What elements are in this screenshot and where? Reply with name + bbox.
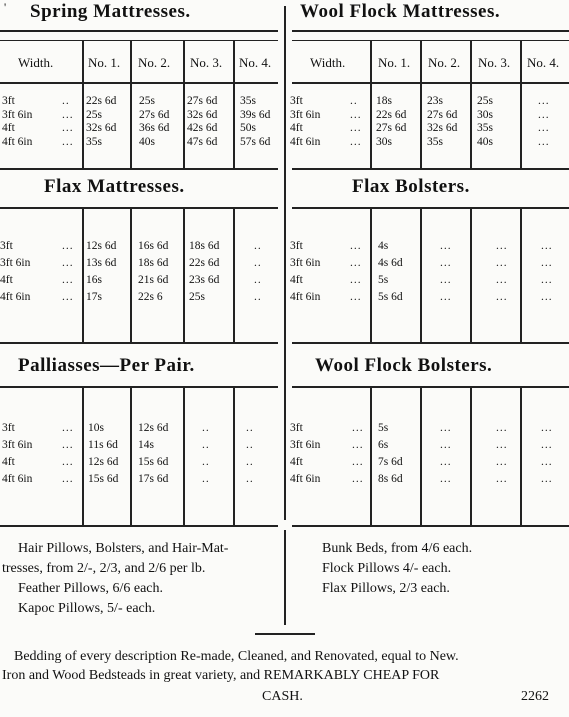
price-cell: ... (440, 439, 452, 451)
leader-dots: .. (62, 95, 70, 107)
column-rule (370, 386, 372, 525)
rule (0, 525, 278, 527)
price-cell: .. (202, 422, 210, 434)
price-cell: 5s (378, 422, 389, 434)
note-line: Flax Pillows, 2/3 each. (322, 581, 450, 596)
reference-number: 2262 (521, 689, 549, 704)
price-cell: 40s (139, 135, 155, 148)
price-cell: ... (496, 439, 508, 451)
price-cell: 18s 6d (189, 240, 220, 252)
price-cell: 35s (477, 122, 493, 134)
header-width: Width. (310, 55, 346, 70)
price-cell: ... (538, 95, 550, 107)
price-cell: 27s 6d (427, 108, 458, 121)
spring-mattresses-title: Spring Mattresses. (30, 1, 191, 22)
note-line: Kapoc Pillows, 5/- each. (18, 601, 156, 616)
row-width: 3ft (2, 95, 15, 107)
corner-mark: ' (4, 0, 7, 14)
price-cell: 27s 6d (376, 122, 407, 134)
price-cell: 23s (427, 95, 443, 107)
price-cell: ... (440, 456, 452, 468)
leader-dots: ... (352, 439, 364, 451)
price-cell: .. (246, 422, 254, 434)
column-rule (370, 40, 372, 168)
price-cell: .. (254, 274, 262, 286)
row-width: 4ft 6in (290, 291, 321, 303)
price-cell: 8s 6d (378, 473, 403, 485)
price-cell: ... (541, 240, 553, 252)
rule (0, 342, 278, 344)
rule (0, 30, 278, 32)
price-cell: 16s (86, 274, 102, 286)
price-cell: ... (541, 456, 553, 468)
rule (292, 525, 569, 527)
leader-dots: ... (62, 291, 74, 303)
price-cell: 22s 6d (376, 108, 407, 121)
palliasses-title: Palliasses—Per Pair. (18, 355, 195, 376)
note-line: Feather Pillows, 6/6 each. (18, 581, 164, 596)
price-cell: 35s (427, 135, 443, 148)
row-width: 4ft (290, 274, 303, 286)
rule (292, 82, 569, 84)
price-cell: ... (496, 257, 508, 269)
price-cell: 35s (86, 135, 102, 148)
footer-rule (255, 633, 315, 635)
price-cell: 27s 6d (139, 108, 170, 121)
price-cell: 6s (378, 439, 389, 451)
price-cell: 25s (86, 108, 102, 121)
leader-dots: ... (352, 473, 364, 485)
leader-dots: ... (350, 274, 362, 286)
row-width: 4ft (0, 274, 13, 286)
rule (292, 342, 569, 344)
price-cell: ... (440, 473, 452, 485)
rule (292, 207, 569, 209)
column-rule (520, 386, 522, 525)
price-cell: ... (440, 240, 452, 252)
note-line: Flock Pillows 4/- each. (322, 561, 452, 576)
header-width: Width. (18, 55, 54, 70)
price-cell: 5s 6d (378, 291, 403, 303)
price-cell: ... (541, 291, 553, 303)
row-width: 4ft 6in (2, 473, 33, 485)
price-cell: 5s (378, 274, 389, 286)
row-width: 3ft 6in (0, 257, 31, 269)
price-cell: 17s 6d (138, 473, 169, 485)
row-width: 3ft (290, 422, 303, 434)
header-no2: No. 2. (428, 55, 461, 70)
price-cell: ... (496, 291, 508, 303)
price-cell: 16s 6d (138, 240, 169, 252)
column-rule (470, 207, 472, 342)
column-rule (130, 386, 132, 525)
rule (292, 30, 569, 32)
price-cell: ... (538, 135, 550, 148)
leader-dots: ... (62, 274, 74, 286)
row-width: 4ft 6in (0, 291, 31, 303)
price-cell: 35s (240, 95, 256, 107)
rule (292, 40, 569, 41)
flax-mattresses-title: Flax Mattresses. (44, 176, 185, 197)
column-rule (183, 386, 185, 525)
header-no4: No. 4. (527, 55, 560, 70)
row-width: 4ft (2, 122, 15, 134)
price-cell: 18s (376, 95, 392, 107)
wool-flock-mattresses-title: Wool Flock Mattresses. (300, 1, 501, 22)
price-cell: 22s 6 (138, 291, 163, 303)
price-cell: 42s 6d (187, 122, 218, 134)
price-cell: 13s 6d (86, 257, 117, 269)
price-cell: 27s 6d (187, 95, 218, 107)
footer-line: CASH. (262, 689, 303, 704)
price-cell: 23s 6d (189, 274, 220, 286)
row-width: 3ft 6in (290, 108, 321, 121)
price-cell: .. (202, 439, 210, 451)
leader-dots: ... (62, 257, 74, 269)
leader-dots: ... (62, 439, 74, 451)
price-cell: .. (246, 456, 254, 468)
footer-line: Iron and Wood Bedsteads in great variety, and REMARKABLY CHEAP FOR (2, 668, 440, 683)
price-cell: ... (541, 422, 553, 434)
note-line: Bunk Beds, from 4/6 each. (322, 541, 473, 556)
row-width: 4ft (290, 122, 303, 134)
leader-dots: ... (350, 108, 362, 121)
price-cell: 22s 6d (189, 257, 220, 269)
note-line: tresses, from 2/-, 2/3, and 2/6 per lb. (2, 561, 206, 576)
price-cell: .. (254, 257, 262, 269)
price-cell: .. (246, 473, 254, 485)
leader-dots: ... (62, 240, 74, 252)
price-cell: .. (246, 439, 254, 451)
notes-divider (284, 530, 286, 625)
rule (0, 40, 278, 41)
row-width: 4ft 6in (290, 473, 321, 485)
price-cell: 30s (376, 135, 392, 148)
price-cell: ... (541, 257, 553, 269)
column-rule (130, 40, 132, 168)
row-width: 3ft (290, 95, 303, 107)
row-width: 3ft (2, 422, 15, 434)
price-cell: 15s 6d (138, 456, 169, 468)
price-cell: 30s (477, 108, 493, 121)
footer-line: Bedding of every description Re-made, Cleaned, and Renovated, equal to New. (14, 649, 459, 664)
wool-flock-bolsters-title: Wool Flock Bolsters. (315, 355, 493, 376)
price-cell: .. (202, 473, 210, 485)
price-cell: 15s 6d (88, 473, 119, 485)
column-rule (82, 207, 84, 342)
leader-dots: ... (350, 122, 362, 134)
row-width: 3ft 6in (2, 439, 33, 451)
column-rule (130, 207, 132, 342)
price-cell: 12s 6d (138, 422, 169, 434)
row-width: 4ft (290, 456, 303, 468)
column-rule (420, 386, 422, 525)
column-rule (183, 207, 185, 342)
price-cell: 40s (477, 135, 493, 148)
leader-dots: ... (62, 108, 74, 121)
price-cell: ... (496, 456, 508, 468)
rule (0, 207, 278, 209)
price-cell: 36s 6d (139, 122, 170, 134)
price-cell: 47s 6d (187, 135, 218, 148)
column-rule (470, 40, 472, 168)
header-no3: No. 3. (190, 55, 223, 70)
leader-dots: ... (62, 456, 74, 468)
leader-dots: ... (352, 422, 364, 434)
leader-dots: ... (350, 257, 362, 269)
price-cell: 50s (240, 122, 256, 134)
row-width: 3ft (0, 240, 13, 252)
column-rule (82, 386, 84, 525)
price-cell: ... (440, 257, 452, 269)
row-width: 3ft 6in (290, 439, 321, 451)
price-cell: 32s 6d (86, 122, 117, 134)
price-cell: ... (538, 122, 550, 134)
note-line: Hair Pillows, Bolsters, and Hair-Mat- (18, 541, 229, 556)
price-cell: 11s 6d (88, 439, 118, 451)
column-rule (520, 207, 522, 342)
price-cell: 18s 6d (138, 257, 169, 269)
column-rule (233, 386, 235, 525)
column-rule (420, 207, 422, 342)
center-divider (284, 6, 286, 520)
price-cell: ... (440, 274, 452, 286)
flax-bolsters-title: Flax Bolsters. (352, 176, 470, 197)
column-rule (370, 207, 372, 342)
price-cell: 39s 6d (240, 108, 271, 121)
header-no4: No. 4. (239, 55, 272, 70)
price-cell: 25s (189, 291, 205, 303)
column-rule (233, 40, 235, 168)
column-rule (420, 40, 422, 168)
rule (0, 82, 278, 84)
price-cell: ... (496, 240, 508, 252)
row-width: 4ft (2, 456, 15, 468)
leader-dots: ... (350, 240, 362, 252)
leader-dots: ... (62, 122, 74, 134)
leader-dots: ... (352, 456, 364, 468)
leader-dots: ... (62, 135, 74, 148)
price-cell: ... (541, 274, 553, 286)
rule (292, 386, 569, 388)
leader-dots: ... (350, 291, 362, 303)
rule (292, 168, 569, 170)
price-cell: ... (440, 291, 452, 303)
row-width: 3ft (290, 240, 303, 252)
price-cell: ... (541, 439, 553, 451)
column-rule (82, 40, 84, 168)
column-rule (520, 40, 522, 168)
price-cell: 10s (88, 422, 104, 434)
price-cell: ... (496, 473, 508, 485)
price-cell: 4s 6d (378, 257, 403, 269)
header-no1: No. 1. (378, 55, 411, 70)
price-cell: 32s 6d (187, 108, 218, 121)
price-cell: 57s 6d (240, 135, 271, 148)
rule (0, 168, 278, 170)
column-rule (183, 40, 185, 168)
header-no1: No. 1. (88, 55, 121, 70)
price-cell: 25s (139, 95, 155, 107)
price-cell: ... (440, 422, 452, 434)
leader-dots: ... (62, 422, 74, 434)
rule (0, 386, 278, 388)
header-no2: No. 2. (138, 55, 171, 70)
price-cell: .. (254, 240, 262, 252)
column-rule (233, 207, 235, 342)
leader-dots: .. (350, 95, 358, 107)
price-cell: 12s 6d (86, 240, 117, 252)
price-cell: 14s (138, 439, 154, 451)
price-cell: ... (496, 422, 508, 434)
price-cell: 25s (477, 95, 493, 107)
price-cell: ... (541, 473, 553, 485)
price-cell: 7s 6d (378, 456, 403, 468)
price-cell: .. (254, 291, 262, 303)
row-width: 3ft 6in (2, 108, 33, 121)
price-cell: ... (538, 108, 550, 121)
row-width: 4ft 6in (290, 135, 321, 148)
price-cell: 22s 6d (86, 95, 117, 107)
leader-dots: ... (62, 473, 74, 485)
price-cell: 4s (378, 240, 389, 252)
row-width: 3ft 6in (290, 257, 321, 269)
price-cell: 21s 6d (138, 274, 169, 286)
column-rule (470, 386, 472, 525)
price-cell: ... (496, 274, 508, 286)
row-width: 4ft 6in (2, 135, 33, 148)
price-cell: 12s 6d (88, 456, 119, 468)
price-cell: .. (202, 456, 210, 468)
price-cell: 32s 6d (427, 122, 458, 134)
header-no3: No. 3. (478, 55, 511, 70)
leader-dots: ... (350, 135, 362, 148)
price-cell: 17s (86, 291, 102, 303)
